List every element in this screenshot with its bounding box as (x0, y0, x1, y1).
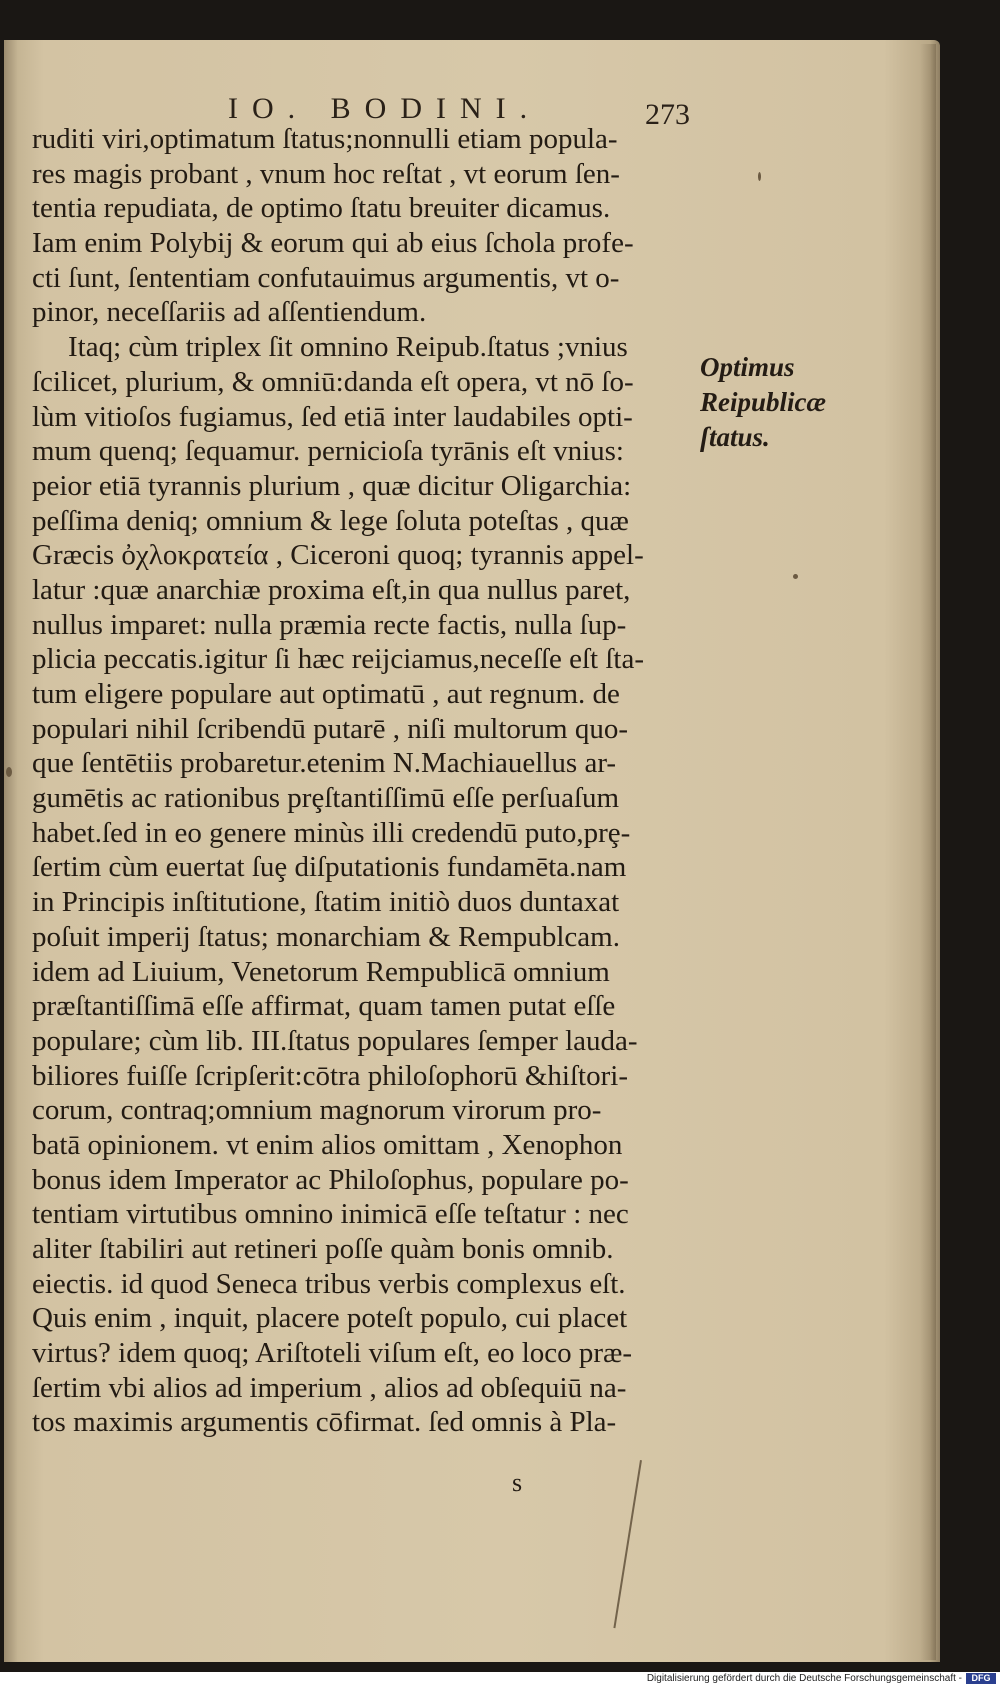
text-line: ſertim cùm euertat ſuȩ diſputationis fundamēta.nam (32, 851, 627, 884)
text-line: idem ad Liuium, Venetorum Rempublicā omnium (32, 955, 610, 988)
text-line: latur :quæ anarchiæ proxima eſt,in qua nullus paret, (32, 573, 631, 606)
text-line: habet.ſed in eo genere minùs illi credendū puto,prȩ- (32, 816, 631, 849)
text-line: Iam enim Polybij & eorum qui ab eius ſchola profe- (32, 227, 634, 260)
text-line: in Principis inſtitutione, ſtatim initiò duos duntaxat (32, 886, 620, 919)
page-edge-shadow (920, 44, 936, 1660)
text-line: plicia peccatis.igitur ſi hæc reijciamus,neceſſe eſt ſta- (32, 643, 644, 676)
text-line: tos maximis argumentis cōfirmat. ſed omnis à Pla- (32, 1406, 617, 1439)
ink-spot (758, 172, 761, 181)
text-line: batā opinionem. vt enim alios omittam , Xenophon (32, 1128, 623, 1161)
text-line: pinor, neceſſariis ad aſſentiendum. (32, 296, 427, 329)
signature-mark: s (512, 1468, 523, 1497)
text-line: populare; cùm lib. III.ſtatus populares ſemper lauda- (32, 1024, 638, 1057)
text-line: peſſima deniq; omnium & lege ſoluta poteſtas , quæ (32, 504, 629, 537)
text-line: tum eligere populare aut optimatū , aut regnum. de (32, 678, 620, 710)
dfg-logo: DFG (966, 1673, 996, 1684)
running-head: IO. BODINI. (228, 92, 542, 125)
text-line: Græcis ὀχλοκρατεία , Ciceroni quoq; tyrannis appel- (32, 539, 644, 572)
text-line: præſtantiſſimā eſſe affirmat, quam tamen putat eſſe (32, 990, 616, 1023)
text-line: corum, contraq;omnium magnorum virorum pro- (32, 1094, 602, 1127)
marginal-note-line: ſtatus. (700, 422, 770, 452)
digitization-credit: Digitalisierung gefördert durch die Deutsche Forschungsgemeinschaft - (646, 1673, 962, 1684)
marginal-note-line: Reipublicæ (700, 387, 826, 417)
text-line: ſertim vbi alios ad imperium , alios ad obſequiū na- (32, 1371, 627, 1404)
text-line: que ſentētiis probaretur.etenim N.Machiauellus ar- (32, 747, 617, 780)
text-line: aliter ſtabiliri aut retineri poſſe quàm bonis omnib. (32, 1233, 614, 1265)
body-text (32, 122, 694, 1440)
page-number: 273 (645, 98, 690, 131)
text-line: tentiam virtutibus omnino inimicā eſſe teſtatur : nec (32, 1198, 629, 1231)
text-line: Quis enim , inquit, placere poteſt populo, cui placet (32, 1302, 628, 1335)
text-line: bonus idem Imperator ac Philoſophus, populare po- (32, 1163, 629, 1196)
marginal-note (700, 350, 826, 455)
ink-spot (793, 574, 798, 579)
text-line: tentia repudiata, de optimo ſtatu breuiter dicamus. (32, 192, 611, 225)
text-line: virtus? idem quoq; Ariſtoteli viſum eſt, eo loco præ- (32, 1337, 633, 1370)
text-line: cti ſunt, ſententiam confutauimus argumentis, vt o- (32, 261, 620, 294)
marginal-note-line: Optimus (700, 352, 795, 382)
text-line: populari nihil ſcribendū putarē , niſi multorum quo- (32, 712, 629, 745)
text-line: poſuit imperij ſtatus; monarchiam & Rempublcam. (32, 920, 620, 953)
text-line: mum quenq; ſequamur. pernicioſa tyrānis eſt vnius: (32, 435, 624, 468)
text-line: lùm vitioſos fugiamus, ſed etiā inter laudabiles opti- (32, 400, 633, 433)
paragraph-start-line: Itaq; cùm triplex ſit omnino Reipub.ſtatus ;vnius (68, 331, 628, 364)
text-line: eiectis. id quod Seneca tribus verbis complexus eſt. (32, 1267, 626, 1300)
ink-spot (6, 767, 12, 777)
text-line: gumētis ac rationibus prȩſtantiſſimū eſſe perſuaſum (32, 782, 620, 815)
text-line: ſcilicet, plurium, & omniū:danda eſt opera, vt nō ſo- (32, 365, 634, 398)
text-line: ruditi viri,optimatum ſtatus;nonnulli etiam popula- (32, 123, 618, 155)
text-line: peior etiā tyrannis plurium , quæ dicitur Oligarchia: (32, 469, 632, 502)
text-line: biliores fuiſſe ſcripſerit:cōtra philoſophorū &hiſtori- (32, 1059, 628, 1092)
text-line: res magis probant , vnum hoc reſtat , vt eorum ſen- (32, 157, 620, 190)
text-line: nullus imparet: nulla præmia recte factis, nulla ſup- (32, 608, 627, 641)
